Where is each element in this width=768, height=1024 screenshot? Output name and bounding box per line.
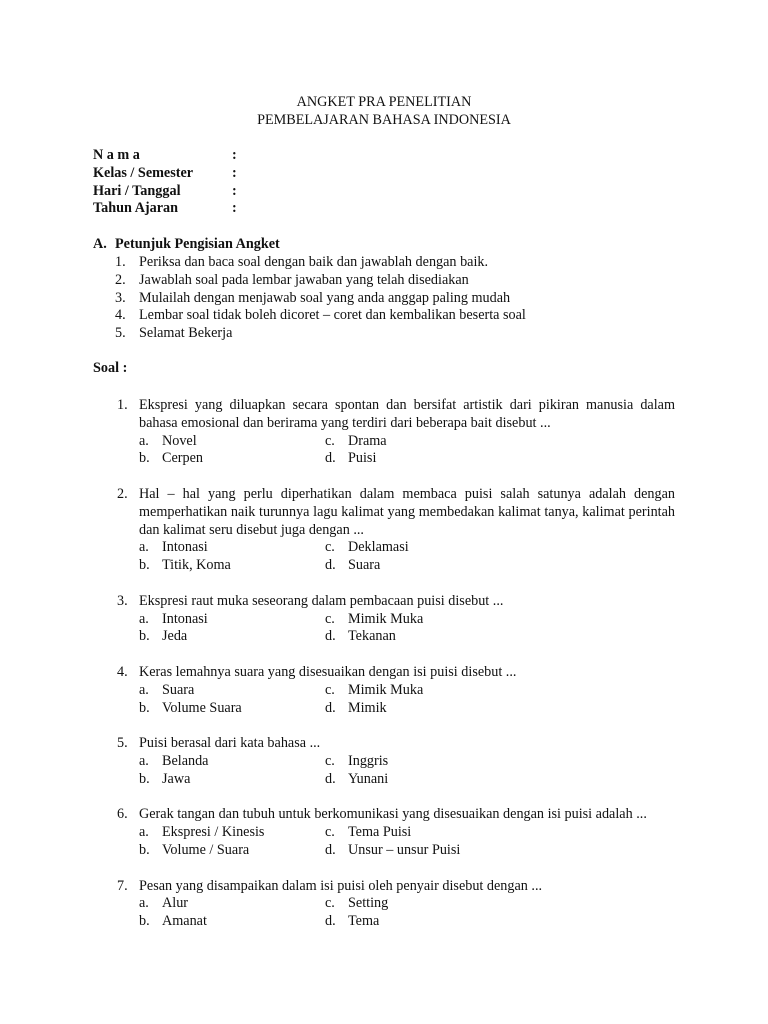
- answer-options: [139, 611, 677, 647]
- identity-label: N a m a: [93, 147, 140, 163]
- option-row: [139, 611, 677, 629]
- option-text: Novel: [162, 432, 197, 449]
- option-row: [139, 539, 677, 557]
- question-list: [117, 397, 677, 949]
- option-letter: c.: [325, 432, 335, 449]
- option-text: Volume Suara: [162, 699, 242, 716]
- list-text: Periksa dan baca soal dengan baik dan jawablah dengan baik.: [139, 254, 489, 270]
- option-letter: a.: [139, 610, 149, 627]
- list-number: 4.: [115, 307, 126, 324]
- option-text: Tema: [348, 913, 380, 930]
- option-row: [139, 842, 677, 860]
- option-row: [139, 450, 677, 468]
- question-text: Ekspresi raut muka seseorang dalam pembacaan puisi disebut ...: [139, 592, 504, 609]
- option-text: Setting: [348, 895, 389, 912]
- option-text: Jeda: [162, 628, 188, 645]
- list-item: [115, 290, 675, 308]
- option-letter: c.: [325, 539, 335, 556]
- question-number: 7.: [117, 877, 128, 894]
- question-2: [117, 486, 677, 575]
- option-row: [139, 557, 677, 575]
- identity-row-year: [93, 200, 393, 218]
- list-number: 5.: [115, 325, 126, 342]
- option-letter: b.: [139, 841, 150, 858]
- question-text: Ekspresi yang diluapkan secara spontan dan bersifat artistik dari pikiran manusia dalam bahasa emosional dan berirama yang terdiri dari beberapa bait disebut ...: [139, 397, 675, 431]
- list-text: Jawablah soal pada lembar jawaban yang telah disediakan: [139, 271, 469, 288]
- option-text: Cerpen: [162, 450, 203, 467]
- option-text: Jawa: [162, 770, 191, 787]
- option-row: [139, 771, 677, 789]
- list-text: Lembar soal tidak boleh dicoret – coret dan kembalikan beserta soal: [139, 307, 526, 324]
- option-letter: d.: [325, 628, 336, 645]
- option-text: Intonasi: [162, 610, 208, 627]
- identity-label: Tahun Ajaran: [93, 200, 179, 217]
- option-text: Puisi: [348, 450, 377, 467]
- question-5: [117, 735, 677, 788]
- option-row: [139, 628, 677, 646]
- identity-colon: :: [232, 147, 237, 163]
- option-letter: c.: [325, 610, 335, 627]
- option-letter: b.: [139, 557, 150, 574]
- list-item: [115, 325, 675, 343]
- option-letter: a.: [139, 895, 149, 912]
- option-text: Yunani: [348, 770, 389, 787]
- identity-label: Hari / Tanggal: [93, 182, 181, 199]
- question-number: 4.: [117, 663, 128, 680]
- question-text: Gerak tangan dan tubuh untuk berkomunikasi yang disesuaikan dengan isi puisi adalah ...: [139, 806, 647, 823]
- option-text: Amanat: [162, 913, 207, 930]
- identity-colon: :: [232, 200, 237, 217]
- answer-options: [139, 824, 677, 860]
- question-number: 2.: [117, 485, 128, 502]
- option-letter: b.: [139, 450, 150, 467]
- option-letter: a.: [139, 539, 149, 556]
- answer-options: [139, 753, 677, 789]
- option-text: Ekspresi / Kinesis: [162, 824, 265, 841]
- section-letter: A.: [93, 236, 107, 252]
- identity-row-name: [93, 147, 393, 165]
- answer-options: [139, 682, 677, 718]
- option-letter: d.: [325, 450, 336, 467]
- option-text: Intonasi: [162, 539, 208, 556]
- question-text: Puisi berasal dari kata bahasa ...: [139, 735, 321, 752]
- option-letter: c.: [325, 824, 335, 841]
- option-letter: d.: [325, 770, 336, 787]
- list-text: Selamat Bekerja: [139, 325, 233, 342]
- option-letter: c.: [325, 895, 335, 912]
- option-text: Suara: [162, 681, 195, 698]
- question-text: Keras lemahnya suara yang disesuaikan dengan isi puisi disebut ...: [139, 663, 517, 680]
- option-letter: a.: [139, 681, 149, 698]
- list-item: [115, 272, 675, 290]
- identity-row-class: [93, 165, 393, 183]
- instruction-list: [115, 254, 675, 343]
- question-1: [117, 397, 677, 468]
- soal-heading: Soal :: [93, 360, 128, 376]
- list-item: [115, 254, 675, 272]
- document-subtitle: PEMBELAJARAN BAHASA INDONESIA: [257, 112, 511, 128]
- option-letter: c.: [325, 681, 335, 698]
- option-text: Titik, Koma: [162, 557, 231, 574]
- identity-label: Kelas / Semester: [93, 164, 194, 181]
- question-3: [117, 593, 677, 646]
- question-text: Hal – hal yang perlu diperhatikan dalam membaca puisi salah satunya adalah dengan memperhatikan naik turunnya lagu kalimat yang membedakan kalimat tanya, kalimat perintah dan kalimat seru disebut juga dengan ...: [139, 485, 675, 538]
- option-letter: a.: [139, 752, 149, 769]
- answer-options: [139, 433, 677, 469]
- option-row: [139, 913, 677, 931]
- option-text: Tema Puisi: [348, 824, 412, 841]
- answer-options: [139, 895, 677, 931]
- option-text: Belanda: [162, 752, 209, 769]
- answer-options: [139, 539, 677, 575]
- option-letter: a.: [139, 432, 149, 449]
- question-number: 1.: [117, 397, 128, 413]
- option-letter: b.: [139, 913, 150, 930]
- option-letter: c.: [325, 752, 335, 769]
- option-text: Volume / Suara: [162, 841, 250, 858]
- option-row: [139, 753, 677, 771]
- option-row: [139, 433, 677, 451]
- option-letter: b.: [139, 699, 150, 716]
- option-text: Deklamasi: [348, 539, 409, 556]
- option-text: Mimik Muka: [348, 681, 424, 698]
- option-letter: d.: [325, 913, 336, 930]
- question-text: Pesan yang disampaikan dalam isi puisi oleh penyair disebut dengan ...: [139, 877, 543, 894]
- option-text: Alur: [162, 895, 189, 912]
- option-row: [139, 895, 677, 913]
- option-text: Unsur – unsur Puisi: [348, 841, 461, 858]
- list-item: [115, 307, 675, 325]
- list-number: 2.: [115, 271, 126, 288]
- option-letter: d.: [325, 841, 336, 858]
- identity-block: [93, 147, 393, 218]
- option-text: Tekanan: [348, 628, 396, 645]
- identity-colon: :: [232, 164, 237, 181]
- option-letter: b.: [139, 628, 150, 645]
- question-number: 3.: [117, 592, 128, 609]
- question-4: [117, 664, 677, 717]
- option-letter: d.: [325, 699, 336, 716]
- question-number: 6.: [117, 806, 128, 823]
- option-text: Mimik Muka: [348, 610, 424, 627]
- option-letter: b.: [139, 770, 150, 787]
- question-number: 5.: [117, 735, 128, 752]
- identity-colon: :: [232, 182, 237, 199]
- document-title: ANGKET PRA PENELITIAN: [296, 94, 472, 110]
- option-row: [139, 682, 677, 700]
- option-text: Inggris: [348, 752, 389, 769]
- section-title: Petunjuk Pengisian Angket: [115, 236, 280, 252]
- option-letter: a.: [139, 824, 149, 841]
- option-text: Mimik: [348, 699, 387, 716]
- option-row: [139, 824, 677, 842]
- option-letter: d.: [325, 557, 336, 574]
- option-row: [139, 700, 677, 718]
- question-6: [117, 806, 677, 859]
- question-7: [117, 878, 677, 931]
- list-number: 3.: [115, 289, 126, 306]
- list-number: 1.: [115, 254, 126, 270]
- option-text: Drama: [348, 432, 387, 449]
- list-text: Mulailah dengan menjawab soal yang anda anggap paling mudah: [139, 289, 511, 306]
- option-text: Suara: [348, 557, 381, 574]
- identity-row-date: [93, 183, 393, 201]
